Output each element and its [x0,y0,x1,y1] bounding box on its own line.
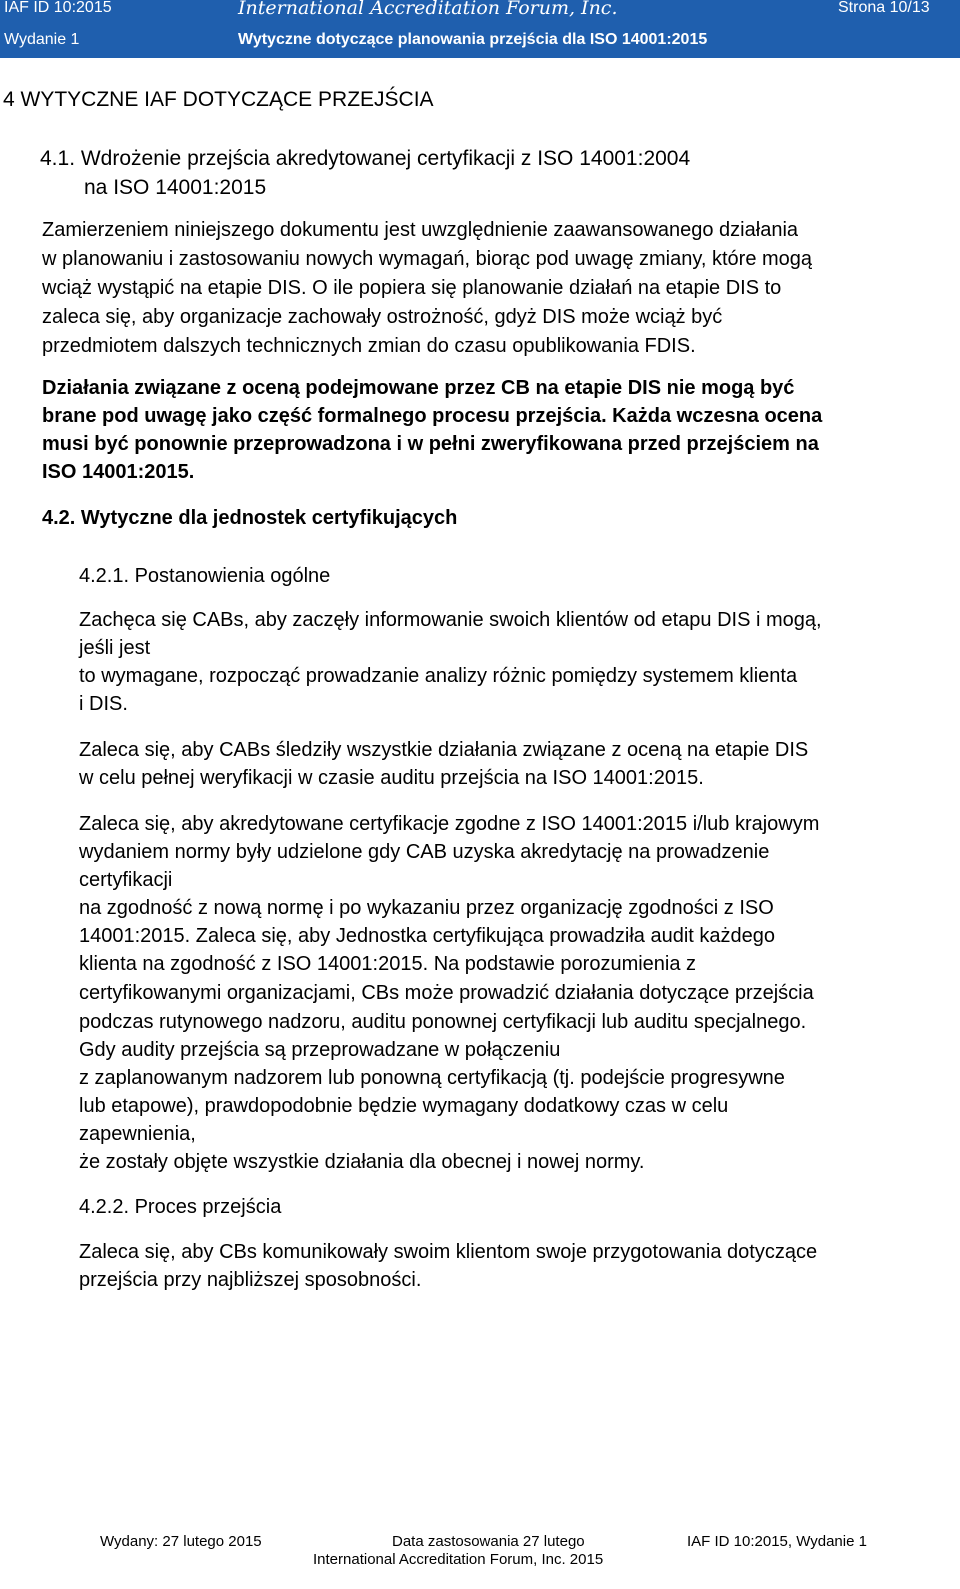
paragraph-line: lub etapowe), prawdopodobnie będzie wymagany dodatkowy czas w celu [79,1095,729,1117]
header-edition: Wydanie 1 [4,31,80,48]
bold-paragraph-line: Działania związane z oceną podejmowane przez CB na etapie DIS nie mogą być [42,377,795,399]
footer-document-reference: IAF ID 10:2015, Wydanie 1 [687,1533,867,1550]
paragraph-line: przejścia przy najbliższej sposobności. [79,1269,422,1291]
subsection-heading-line: na ISO 14001:2015 [84,176,267,199]
bold-paragraph-line: brane pod uwagę jako część formalnego procesu przejścia. Każda wczesna ocena [42,405,823,427]
paragraph-line: wciąż wystąpić na etapie DIS. O ile popiera się planowanie działań na etapie DIS to [42,277,782,299]
paragraph-line: klienta na zgodność z ISO 14001:2015. Na podstawie porozumienia z [79,953,697,975]
paragraph-line: w celu pełnej weryfikacji w czasie auditu przejścia na ISO 14001:2015. [79,767,704,789]
paragraph-line: i DIS. [79,693,128,715]
subsection-4-2-1-heading: 4.2.1. Postanowienia ogólne [79,565,331,587]
paragraph-line: w planowaniu i zastosowaniu nowych wymagań, biorąc pod uwagę zmiany, które mogą [42,248,813,270]
footer-issued-date: Wydany: 27 lutego 2015 [100,1533,262,1550]
paragraph-line: certyfikowanymi organizacjami, CBs może prowadzić działania dotyczące przejścia [79,982,814,1004]
bold-paragraph-line: musi być ponownie przeprowadzona i w pełni zweryfikowana przed przejściem na [42,433,819,455]
page-header [0,0,960,58]
subsection-heading-line: 4.1. Wdrożenie przejścia akredytowanej certyfikacji z ISO 14001:2004 [40,147,691,170]
paragraph-line: Zaleca się, aby CBs komunikowały swoim klientom swoje przygotowania dotyczące [79,1241,818,1263]
paragraph-line: Gdy audity przejścia są przeprowadzane w połączeniu [79,1039,561,1061]
bold-paragraph-line: ISO 14001:2015. [42,461,195,483]
section-heading: 4 WYTYCZNE IAF DOTYCZĄCE PRZEJŚCIA [3,88,434,111]
paragraph-line: jeśli jest [79,637,151,659]
header-page-number: Strona 10/13 [838,0,930,16]
paragraph-line: Zamierzeniem niniejszego dokumentu jest uwzględnienie zaawansowanego działania [42,219,799,241]
paragraph-line: przedmiotem dalszych technicznych zmian do czasu opublikowania FDIS. [42,335,696,357]
paragraph-line: 14001:2015. Zaleca się, aby Jednostka certyfikująca prowadziła audit każdego [79,925,775,947]
subsection-4-2-2-heading: 4.2.2. Proces przejścia [79,1196,282,1218]
paragraph-line: wydaniem normy były udzielone gdy CAB uzyska akredytację na prowadzenie [79,841,770,863]
paragraph-line: że zostały objęte wszystkie działania dla obecnej i nowej normy. [79,1151,645,1173]
footer-copyright: International Accreditation Forum, Inc. 2015 [313,1551,604,1568]
paragraph-line: na zgodność z nową normę i po wykazaniu przez organizację zgodności z ISO [79,897,774,919]
paragraph-line: Zachęca się CABs, aby zaczęły informowanie swoich klientów od etapu DIS i mogą, [79,609,822,631]
paragraph-line: certyfikacji [79,869,173,891]
paragraph-line: zapewnienia, [79,1123,196,1145]
paragraph-line: z zaplanowanym nadzorem lub ponowną certyfikacją (tj. podejście progresywne [79,1067,785,1089]
header-doc-id: IAF ID 10:2015 [4,0,112,16]
paragraph-line: podczas rutynowego nadzoru, auditu ponownej certyfikacji lub auditu specjalnego. [79,1011,807,1033]
paragraph-line: zaleca się, aby organizacje zachowały ostrożność, gdyż DIS może wciąż być [42,306,723,328]
header-document-title: Wytyczne dotyczące planowania przejścia dla ISO 14001:2015 [238,31,708,48]
paragraph-line: Zaleca się, aby akredytowane certyfikacje zgodne z ISO 14001:2015 i/lub krajowym [79,813,820,835]
paragraph-line: to wymagane, rozpocząć prowadzanie analizy różnic pomiędzy systemem klienta [79,665,798,687]
paragraph-line: Zaleca się, aby CABs śledziły wszystkie działania związane z oceną na etapie DIS [79,739,809,761]
header-organization: International Accreditation Forum, Inc. [238,0,618,19]
footer-application-date: Data zastosowania 27 lutego [392,1533,585,1550]
section-4-2-heading: 4.2. Wytyczne dla jednostek certyfikujących [42,507,458,529]
